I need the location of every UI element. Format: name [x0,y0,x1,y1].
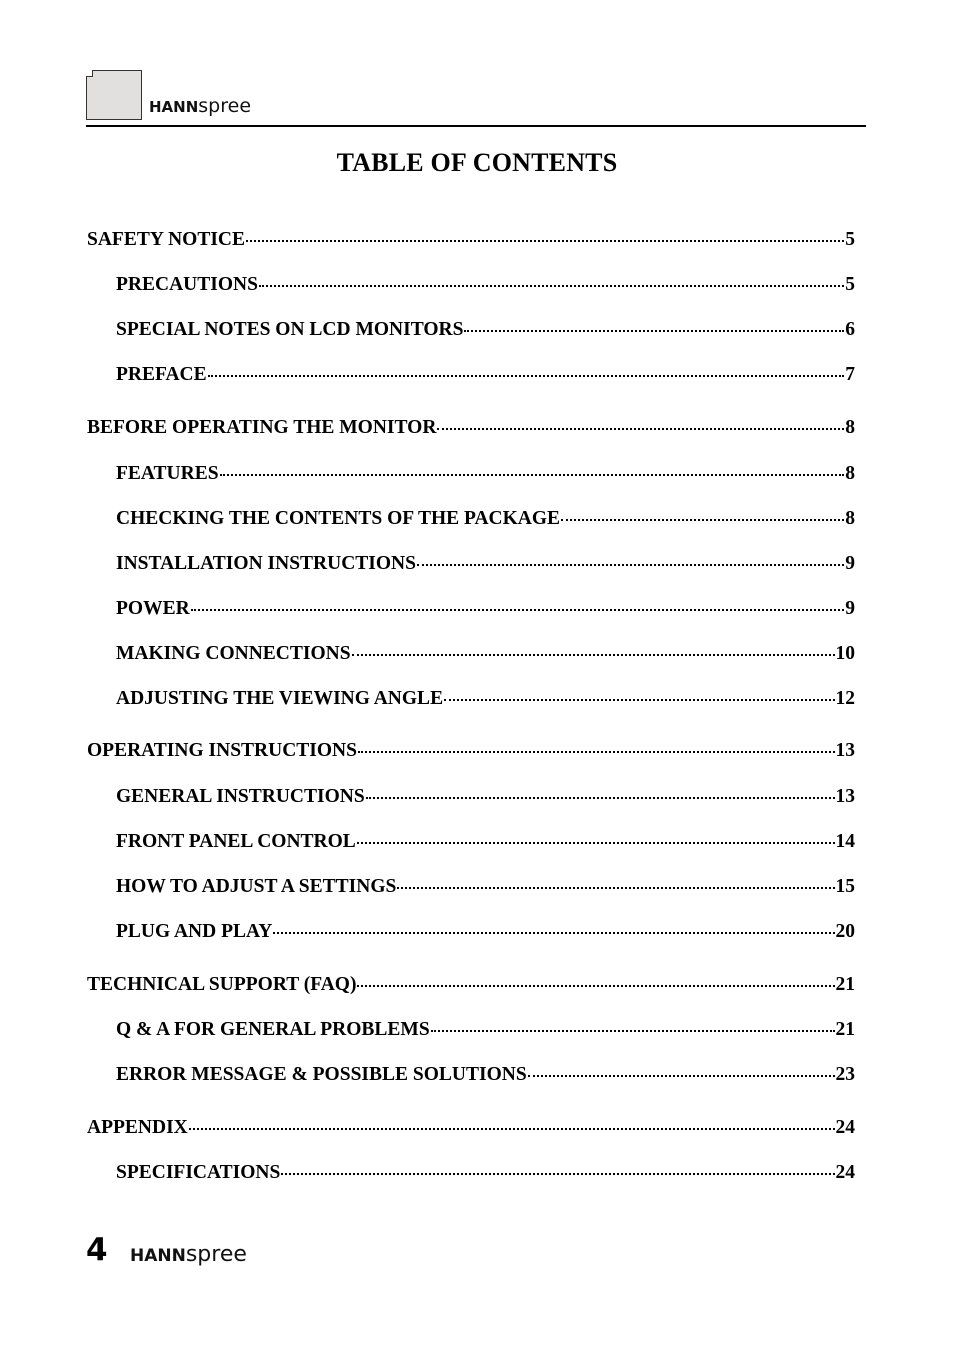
toc-page-number: 7 [845,364,855,385]
dot-leader [464,330,844,332]
dot-leader [444,699,834,701]
toc-entry[interactable] [116,508,855,536]
toc-label: ADJUSTING THE VIEWING ANGLE [116,688,444,709]
toc-entry[interactable] [87,740,855,768]
toc-entry[interactable] [116,921,855,949]
toc-page-number: 9 [845,553,855,574]
toc-entry[interactable] [116,1019,855,1047]
dot-leader [259,285,844,287]
toc-label: HOW TO ADJUST A SETTINGS [116,876,397,897]
header-brand-logo [149,95,251,117]
toc-page-number: 13 [835,740,855,761]
toc-entry[interactable] [116,643,855,671]
toc-label: TECHNICAL SUPPORT (FAQ) [87,974,357,995]
toc-entry[interactable] [116,463,855,491]
toc-entry[interactable] [116,364,855,392]
dot-leader [281,1173,834,1175]
toc-page-number: 5 [845,274,855,295]
toc-entry[interactable] [116,553,855,581]
toc-page-number: 9 [845,598,855,619]
toc-label: ERROR MESSAGE & POSSIBLE SOLUTIONS [116,1064,527,1085]
toc-entry[interactable] [87,974,855,1002]
toc-label: APPENDIX [87,1117,188,1138]
toc-page-number: 13 [835,786,855,807]
toc-page-number: 23 [835,1064,855,1085]
toc-label: SPECIFICATIONS [116,1162,281,1183]
toc-entry[interactable] [87,229,855,257]
toc-entry[interactable] [87,1117,855,1145]
toc-label: SAFETY NOTICE [87,229,246,250]
footer-brand-logo [130,1242,247,1267]
toc-label: GENERAL INSTRUCTIONS [116,786,365,807]
toc-page-number: 14 [835,831,855,852]
dot-leader [357,985,834,987]
toc-entry[interactable] [116,1162,855,1190]
dot-leader [208,375,845,377]
toc-entry[interactable] [116,876,855,904]
toc-entry[interactable] [116,831,855,859]
dot-leader [246,240,844,242]
dot-leader [358,751,835,753]
toc-label: INSTALLATION INSTRUCTIONS [116,553,416,574]
header-rule [86,125,866,127]
toc-page-number: 10 [835,643,855,664]
brand-bold-text: HANN [130,1246,186,1266]
dot-leader [273,932,834,934]
dot-leader [528,1075,835,1077]
toc-label: SPECIAL NOTES ON LCD MONITORS [116,319,464,340]
toc-page-number: 24 [835,1117,855,1138]
toc-page-number: 8 [845,508,855,529]
dot-leader [191,609,845,611]
toc-label: FRONT PANEL CONTROL [116,831,356,852]
toc-page-number: 24 [835,1162,855,1183]
dot-leader [431,1030,835,1032]
toc-page-number: 21 [835,974,855,995]
dot-leader [366,797,835,799]
brand-bold-text: HANN [149,98,199,116]
toc-entry[interactable] [116,786,855,814]
dot-leader [397,887,834,889]
toc-page-number: 12 [835,688,855,709]
toc-page-number: 5 [845,229,855,250]
dot-leader [220,474,845,476]
toc-entry[interactable] [116,688,855,716]
toc-label: OPERATING INSTRUCTIONS [87,740,357,761]
toc-entry[interactable] [116,1064,855,1092]
toc-label: BEFORE OPERATING THE MONITOR [87,417,437,438]
toc-page-number: 8 [845,463,855,484]
toc-page-number: 21 [835,1019,855,1040]
toc-label: PLUG AND PLAY [116,921,273,942]
toc-label: CHECKING THE CONTENTS OF THE PACKAGE [116,508,561,529]
toc-entry[interactable] [116,274,855,302]
dot-leader [189,1128,835,1130]
toc-label: MAKING CONNECTIONS [116,643,351,664]
toc-entry[interactable] [116,598,855,626]
dot-leader [417,564,844,566]
toc-page-number: 20 [835,921,855,942]
toc-entry[interactable] [116,319,855,347]
toc-label: PREFACE [116,364,207,385]
dot-leader [357,842,835,844]
toc-page-number: 8 [845,417,855,438]
dot-leader [561,519,844,521]
page-title: TABLE OF CONTENTS [336,148,618,177]
toc-label: FEATURES [116,463,219,484]
toc-page-number: 15 [835,876,855,897]
toc-page-number: 6 [845,319,855,340]
brand-light-text: spree [198,95,252,117]
toc-entry[interactable] [87,417,855,445]
header-logo-box [86,70,142,120]
brand-light-text: spree [185,1242,247,1267]
dot-leader [437,428,844,430]
toc-label: PRECAUTIONS [116,274,258,295]
toc-label: Q & A FOR GENERAL PROBLEMS [116,1019,430,1040]
dot-leader [352,654,835,656]
footer-page-number: 4 [86,1232,108,1268]
toc-label: POWER [116,598,190,619]
